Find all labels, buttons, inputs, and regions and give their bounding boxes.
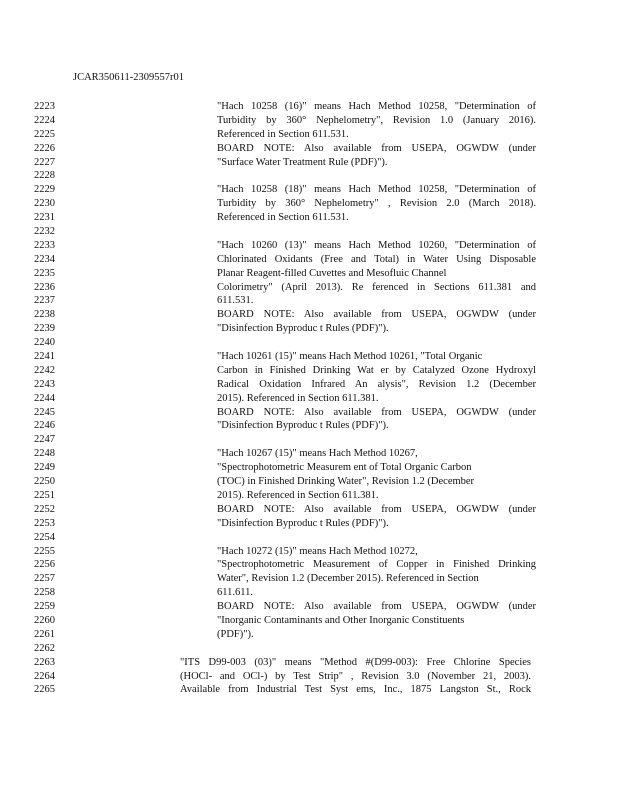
line-number: 2251 — [34, 489, 55, 501]
document-line — [0, 239, 618, 253]
document-line — [0, 169, 618, 183]
line-text: Chlorinated Oxidants (Free and Total) in Water Using Disposable — [217, 253, 536, 265]
line-number: 2249 — [34, 462, 55, 474]
document-line — [0, 378, 618, 392]
line-number: 2241 — [34, 351, 55, 363]
document-line — [0, 545, 618, 559]
line-text: (TOC) in Finished Drinking Water", Revision 1.2 (December — [217, 476, 475, 488]
line-number: 2223 — [34, 101, 55, 112]
line-number: 2229 — [34, 184, 55, 196]
line-text: "Hach 10258 (16)" means Hach Method 10258, "Determination of — [217, 101, 536, 112]
line-number: 2235 — [34, 267, 55, 279]
line-number: 2252 — [34, 503, 55, 515]
line-number: 2226 — [34, 142, 55, 154]
document-line — [0, 281, 618, 295]
line-number: 2245 — [34, 406, 55, 418]
document-line — [0, 656, 618, 670]
line-number: 2254 — [34, 531, 55, 543]
line-text: 2015). Referenced in Section 611.381. — [217, 392, 379, 404]
line-number: 2243 — [34, 378, 55, 390]
document-line — [0, 670, 618, 684]
line-number: 2260 — [34, 614, 55, 626]
line-number: 2247 — [34, 434, 55, 446]
line-number: 2239 — [34, 323, 55, 335]
line-text: Carbon in Finished Drinking Wat er by Catalyzed Ozone Hydroxyl — [217, 364, 536, 376]
line-text: BOARD NOTE: Also available from USEPA, OGWDW (under — [217, 406, 536, 418]
line-text: "Surface Water Treatment Rule (PDF)"). — [217, 156, 388, 168]
line-number: 2238 — [34, 309, 55, 321]
line-number: 2262 — [34, 642, 55, 654]
line-number: 2253 — [34, 517, 55, 529]
document-line — [0, 183, 618, 197]
document-line — [0, 156, 618, 170]
line-number: 2263 — [34, 656, 55, 668]
document-line — [0, 114, 618, 128]
document-line — [0, 392, 618, 406]
line-text: 2015). Referenced in Section 611.381. — [217, 489, 379, 501]
document-line — [0, 433, 618, 447]
line-number: 2234 — [34, 253, 55, 265]
line-text: BOARD NOTE: Also available from USEPA, OGWDW (under — [217, 503, 536, 515]
document-line — [0, 322, 618, 336]
document-line — [0, 225, 618, 239]
line-number: 2244 — [34, 392, 55, 404]
line-text: "Hach 10261 (15)" means Hach Method 10261, "Total Organic — [217, 351, 483, 363]
line-text: Referenced in Section 611.531. — [217, 128, 349, 140]
line-text: BOARD NOTE: Also available from USEPA, OGWDW (under — [217, 142, 536, 154]
line-number: 2256 — [34, 559, 55, 571]
line-number: 2233 — [34, 239, 55, 251]
document-line — [0, 586, 618, 600]
document-line — [0, 294, 618, 308]
line-text: "Spectrophotometric Measurement of Copper in Finished Drinking — [217, 559, 536, 571]
line-number: 2231 — [34, 212, 55, 224]
line-text: "Hach 10260 (13)" means Hach Method 10260, "Determination of — [217, 239, 536, 251]
document-line — [0, 475, 618, 489]
line-text: Turbidity by 360° Nephelometry", Revision 1.0 (January 2016). — [217, 114, 536, 126]
document-line — [0, 517, 618, 531]
line-number: 2259 — [34, 601, 55, 613]
document-line — [0, 614, 618, 628]
line-text: BOARD NOTE: Also available from USEPA, OGWDW (under — [217, 309, 536, 321]
document-line — [0, 267, 618, 281]
document-line — [0, 531, 618, 545]
line-text: 611.611. — [217, 587, 253, 599]
line-number: 2236 — [34, 281, 55, 293]
document-line — [0, 211, 618, 225]
document-line — [0, 336, 618, 350]
document-line — [0, 683, 618, 697]
line-text: Referenced in Section 611.531. — [217, 212, 349, 224]
line-text: Turbidity by 360° Nephelometry" , Revision 2.0 (March 2018). — [217, 198, 536, 210]
line-text: "Disinfection Byproduc t Rules (PDF)"). — [217, 517, 389, 529]
line-text: BOARD NOTE: Also available from USEPA, OGWDW (under — [217, 601, 536, 613]
line-text: Planar Reagent-filled Cuvettes and Mesofluic Channel — [217, 267, 447, 279]
line-text: Radical Oxidation Infrared An alysis", Revision 1.2 (December — [217, 378, 536, 390]
line-number: 2237 — [34, 295, 55, 307]
line-text: "ITS D99-003 (03)" means "Method #(D99-003): Free Chlorine Species — [180, 656, 531, 668]
line-number: 2258 — [34, 587, 55, 599]
line-number: 2230 — [34, 198, 55, 210]
line-number: 2228 — [34, 170, 55, 182]
document-line — [0, 197, 618, 211]
line-number: 2255 — [34, 545, 55, 557]
line-text: "Hach 10272 (15)" means Hach Method 10272, — [217, 545, 418, 557]
line-number: 2242 — [34, 364, 55, 376]
line-text: "Spectrophotometric Measurem ent of Total Organic Carbon — [217, 462, 472, 474]
line-number: 2227 — [34, 156, 55, 168]
line-text: Available from Industrial Test Syst ems, Inc., 1875 Langston St., Rock — [180, 684, 531, 696]
line-text: "Disinfection Byproduc t Rules (PDF)"). — [217, 420, 389, 432]
document-id: JCAR350611-2309557r01 — [73, 72, 185, 83]
document-line — [0, 447, 618, 461]
line-number: 2232 — [34, 226, 55, 238]
line-number: 2257 — [34, 573, 55, 585]
document-line — [0, 558, 618, 572]
document-line — [0, 489, 618, 503]
line-text: Water", Revision 1.2 (December 2015). Referenced in Section — [217, 573, 479, 585]
document-line — [0, 253, 618, 267]
line-number: 2264 — [34, 670, 55, 682]
line-number: 2261 — [34, 628, 55, 640]
line-number: 2250 — [34, 476, 55, 488]
line-text: "Hach 10258 (18)" means Hach Method 10258, "Determination of — [217, 184, 536, 196]
line-text: "Inorganic Contaminants and Other Inorganic Constituents — [217, 614, 465, 626]
document-line — [0, 128, 618, 142]
document-line — [0, 364, 618, 378]
document-line — [0, 642, 618, 656]
document-line — [0, 628, 618, 642]
document-line — [0, 308, 618, 322]
line-text: 611.531. — [217, 295, 254, 307]
line-text: (PDF)"). — [217, 628, 254, 640]
line-number: 2265 — [34, 684, 55, 696]
document-line — [0, 419, 618, 433]
line-text: (HOCl- and OCl-) by Test Strip" , Revision 3.0 (November 21, 2003). — [180, 670, 531, 682]
line-number: 2248 — [34, 448, 55, 460]
document-line — [0, 600, 618, 614]
line-text: "Hach 10267 (15)" means Hach Method 10267, — [217, 448, 418, 460]
document-line — [0, 406, 618, 420]
line-number: 2246 — [34, 420, 55, 432]
document-line — [0, 350, 618, 364]
document-line — [0, 461, 618, 475]
line-number: 2240 — [34, 337, 55, 349]
line-text: "Disinfection Byproduc t Rules (PDF)"). — [217, 323, 389, 335]
line-text: Colorimetry" (April 2013). Re ferenced in Sections 611.381 and — [217, 281, 536, 293]
line-number: 2224 — [34, 114, 55, 126]
document-line — [0, 100, 618, 114]
document-body — [0, 100, 618, 697]
document-line — [0, 142, 618, 156]
document-line — [0, 503, 618, 517]
document-line — [0, 572, 618, 586]
line-number: 2225 — [34, 128, 55, 140]
